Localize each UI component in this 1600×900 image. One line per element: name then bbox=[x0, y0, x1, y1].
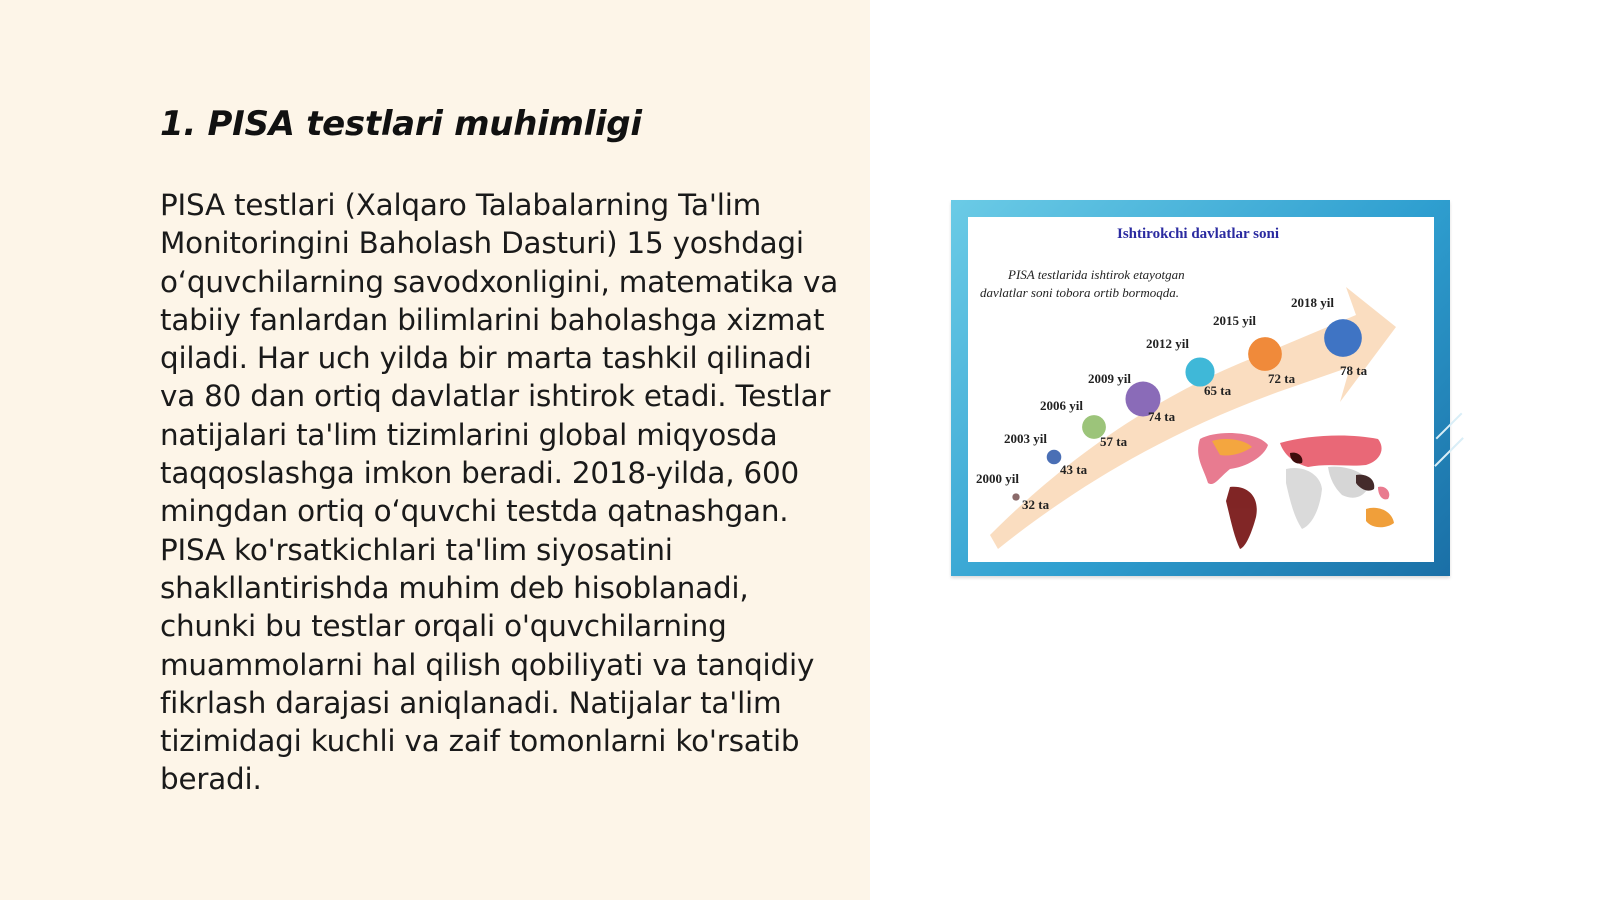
figure-caption-line-1: PISA testlarida ishtirok etayotgan bbox=[1008, 267, 1185, 282]
world-map-image bbox=[1198, 433, 1394, 549]
slide-body-text: PISA testlari (Xalqaro Talabalarning Ta'lim Monitoringini Baholash Dasturi) 15 yoshdagi o‘quvchilarning savodxonligini, matematika va tabiiy fanlardan bilimlarini baholashga xizmat qiladi. Har uch yilda bir marta tashkil qilinadi va 80 dan ortiq davlatlar ishtirok etadi. Testlar natijalari ta'lim tizimlarini global miqyosda taqqoslashga imkon beradi. 2018-yilda, 600 mingdan ortiq o‘quvchi testda qatnashgan. PISA ko'rsatkichlari ta'lim siyosatini shakllantirishda muhim deb hisoblanadi, chunki bu testlar orqali o'quvchilarning muammolarni hal qilish qobiliyati va tanqidiy fikrlash darajasi aniqlanadi. Natijalar ta'lim tizimidagi kuchli va zaif tomonlarni ko'rsatib beradi. bbox=[160, 188, 839, 797]
figure-image bbox=[968, 217, 1434, 562]
year-label: 2009 yil bbox=[1088, 371, 1131, 386]
year-label: 2006 yil bbox=[1040, 398, 1083, 413]
figure-frame bbox=[951, 200, 1450, 576]
participation-chart bbox=[968, 217, 1434, 562]
bubble-2018-yil bbox=[1324, 319, 1362, 357]
figure-title: Ishtirokchi davlatlar soni bbox=[1117, 226, 1279, 242]
count-label: 72 ta bbox=[1268, 371, 1296, 386]
year-label: 2003 yil bbox=[1004, 431, 1047, 446]
year-label: 2018 yil bbox=[1291, 295, 1334, 310]
year-label: 2012 yil bbox=[1146, 336, 1189, 351]
year-label: 2000 yil bbox=[976, 471, 1019, 486]
count-label: 65 ta bbox=[1204, 383, 1232, 398]
count-label: 32 ta bbox=[1022, 497, 1050, 512]
count-label: 43 ta bbox=[1060, 462, 1088, 477]
year-label: 2015 yil bbox=[1213, 313, 1256, 328]
count-label: 74 ta bbox=[1148, 409, 1176, 424]
figure-caption-line-2: davlatlar soni tobora ortib bormoqda. bbox=[980, 285, 1179, 300]
bubble-2000-yil bbox=[1012, 493, 1019, 500]
count-label: 78 ta bbox=[1340, 363, 1368, 378]
bubble-2015-yil bbox=[1248, 337, 1282, 371]
slide-title: 1. PISA testlari muhimligi bbox=[160, 104, 642, 144]
count-label: 57 ta bbox=[1100, 434, 1128, 449]
